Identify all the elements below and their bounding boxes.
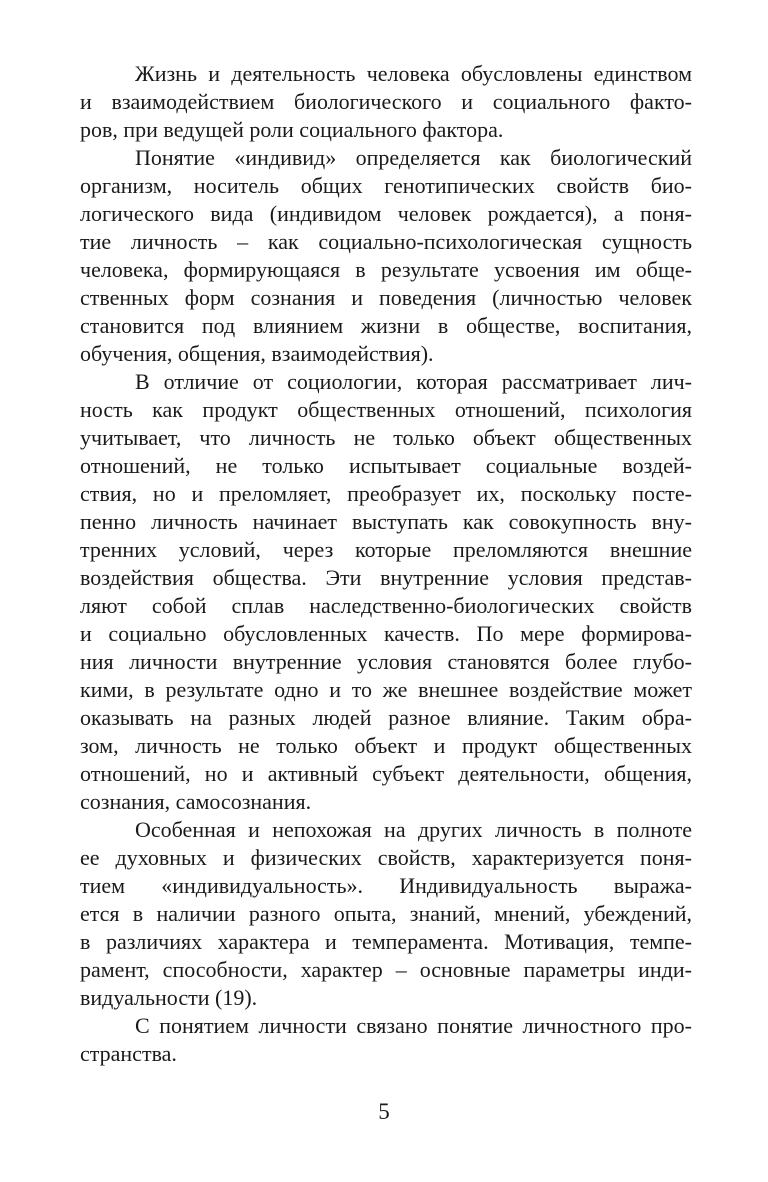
text-line: в различиях характера и темперамента. Мотивация, темпе- — [80, 929, 692, 954]
paragraph-4 — [80, 816, 692, 1012]
text-line: ется в наличии разного опыта, знаний, мнений, убеждений, — [80, 901, 692, 926]
page-number: 5 — [378, 1099, 390, 1124]
text-line: отношений, но и активный субъект деятельности, общения, — [80, 761, 692, 786]
text-line: пенно личность начинает выступать как совокупность вну- — [80, 509, 692, 534]
text-line: ность как продукт общественных отношений, психология — [80, 397, 692, 422]
text-line: и социально обусловленных качеств. По мере формирова- — [80, 621, 692, 646]
text-line: С понятием личности связано понятие личностного про- — [135, 1013, 692, 1038]
text-line: воздействия общества. Эти внутренние условия представ- — [80, 565, 692, 590]
paragraph-5 — [80, 1012, 692, 1068]
text-line: Особенная и непохожая на других личность в полноте — [135, 817, 692, 842]
text-line: тие личность – как социально-психологическая сущность — [80, 229, 692, 254]
text-line: сознания, самосознания. — [80, 789, 312, 814]
text-line: ния личности внутренние условия становятся более глубо- — [80, 649, 692, 674]
text-line: странства. — [80, 1041, 177, 1066]
text-line: отношений, не только испытывает социальные воздей- — [80, 453, 692, 478]
text-line: ственных форм сознания и поведения (личностью человек — [80, 285, 692, 310]
text-line: ров, при ведущей роли социального фактора. — [80, 117, 504, 142]
text-line: рамент, способности, характер – основные параметры инди- — [80, 957, 692, 982]
text-line: тием «индивидуальность». Индивидуальность выража- — [80, 873, 692, 898]
text-line: Жизнь и деятельность человека обусловлены единством — [135, 61, 692, 86]
text-line: учитывает, что личность не только объект общественных — [80, 425, 692, 450]
text-line: и взаимодействием биологического и социального факто- — [80, 89, 692, 114]
text-line: видуальности (19). — [80, 985, 258, 1010]
text-line: В отличие от социологии, которая рассматривает лич- — [135, 369, 692, 394]
text-line: обучения, общения, взаимодействия). — [80, 341, 434, 366]
text-line: организм, носитель общих генотипических свойств био- — [80, 173, 692, 198]
paragraph-2 — [80, 144, 692, 368]
text-line: ее духовных и физических свойств, характеризуется поня- — [80, 845, 692, 870]
text-line: становится под влиянием жизни в обществе, воспитания, — [80, 313, 692, 338]
text-line: Понятие «индивид» определяется как биологический — [135, 145, 692, 170]
text-line: тренних условий, через которые преломляются внешние — [80, 537, 692, 562]
text-line: кими, в результате одно и то же внешнее воздействие может — [80, 677, 692, 702]
text-line: ствия, но и преломляет, преобразует их, поскольку посте- — [80, 481, 692, 506]
paragraph-3 — [80, 368, 692, 816]
text-line: ляют собой сплав наследственно-биологических свойств — [80, 593, 692, 618]
page-body — [80, 60, 692, 1068]
text-line: оказывать на разных людей разное влияние. Таким обра- — [80, 705, 692, 730]
paragraph-1 — [80, 60, 692, 144]
text-line: зом, личность не только объект и продукт общественных — [80, 733, 692, 758]
text-line: человека, формирующаяся в результате усвоения им обще- — [80, 257, 692, 282]
text-line: логического вида (индивидом человек рождается), а поня- — [80, 201, 692, 226]
